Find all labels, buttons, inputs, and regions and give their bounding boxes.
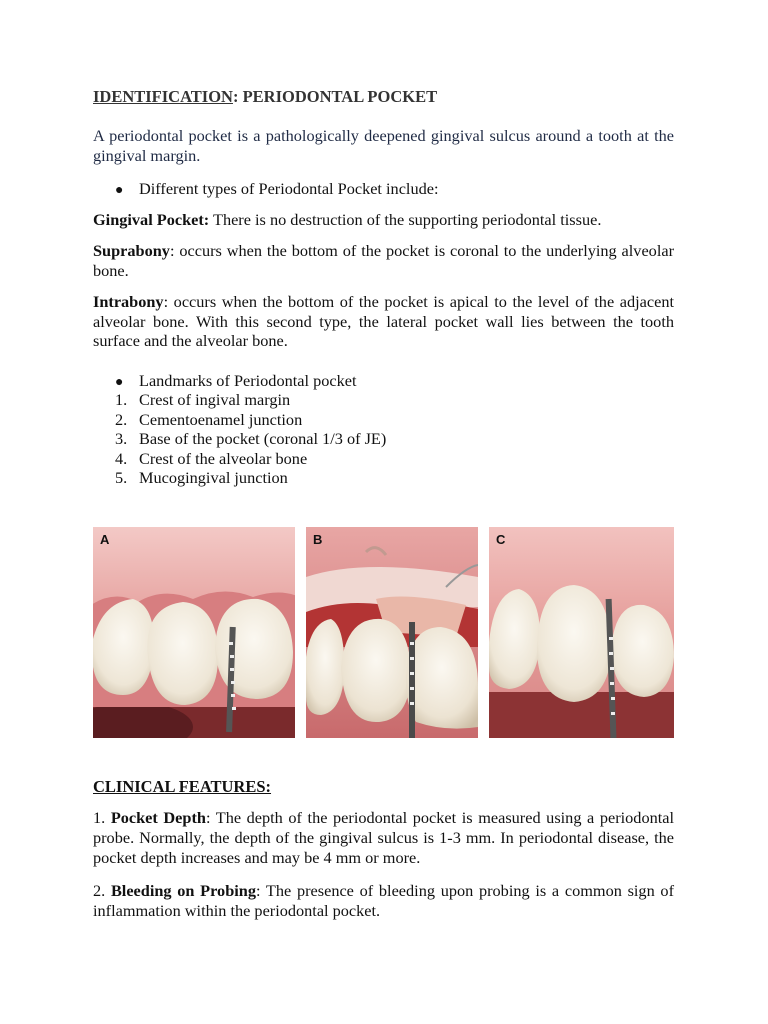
clinical-item-bleeding	[93, 881, 674, 921]
item-term: Bleeding on Probing	[110, 881, 256, 900]
intrabony-paragraph	[93, 292, 674, 351]
panel-label: A	[100, 532, 110, 547]
clinical-item-pocket-depth	[93, 808, 674, 868]
list-number: 5.	[115, 468, 128, 488]
item-text: : The presence of bleeding upon probing is a common sign of inflammation within the periodontal pocket.	[93, 881, 674, 920]
identification-label: IDENTIFICATION	[93, 87, 233, 106]
list-item	[115, 410, 386, 430]
list-text: Cementoenamel junction	[139, 409, 303, 429]
photo-c-image	[489, 527, 674, 738]
photo-panel-b	[306, 527, 478, 738]
suprabony-text: : occurs when the bottom of the pocket is coronal to the underlying alveolar bone.	[93, 241, 674, 280]
landmarks-list	[115, 390, 386, 488]
bullet-types-text: Different types of Periodontal Pocket include:	[139, 179, 439, 198]
clinical-figure	[93, 527, 674, 738]
identification-heading	[93, 87, 437, 107]
item-term: Pocket Depth	[110, 808, 206, 827]
panel-label: C	[496, 532, 506, 547]
gingival-term: Gingival Pocket:	[93, 210, 210, 229]
intrabony-term: Intrabony	[93, 292, 164, 311]
panel-label: B	[313, 532, 323, 547]
item-number: 2.	[93, 881, 111, 900]
intrabony-text: : occurs when the bottom of the pocket is apical to the level of the adjacent alveolar bone. With this second type, the lateral pocket wall lies between the tooth surface and the alveolar bone.	[93, 292, 674, 350]
gingival-pocket-paragraph	[93, 210, 674, 230]
gingival-text: There is no destruction of the supporting periodontal tissue.	[209, 210, 602, 229]
list-number: 4.	[115, 448, 128, 468]
item-text: : The depth of the periodontal pocket is measured using a periodontal probe. Normally, the depth of the gingival sulcus is 1-3 mm. In periodontal disease, the pocket depth increases and may be 4 mm or more.	[93, 808, 675, 867]
intro-paragraph: A periodontal pocket is a pathologically deepened gingival sulcus around a tooth at the gingival margin.	[93, 126, 674, 165]
bullet-types	[115, 179, 438, 201]
list-text: Mucogingival junction	[139, 468, 288, 488]
suprabony-paragraph	[93, 241, 674, 281]
list-item	[115, 449, 386, 469]
photo-a-image	[93, 527, 295, 738]
bullet-icon: ●	[115, 183, 124, 198]
photo-b-image	[306, 527, 478, 738]
list-item	[115, 390, 386, 410]
list-number: 1.	[115, 390, 128, 409]
list-text: Crest of ingival margin	[139, 390, 291, 409]
list-text: Base of the pocket (coronal 1/3 of JE)	[139, 429, 387, 449]
bullet-landmarks-text: Landmarks of Periodontal pocket	[139, 371, 357, 390]
list-item	[115, 429, 386, 449]
list-number: 3.	[115, 429, 128, 449]
bullet-icon: ●	[115, 375, 124, 390]
clinical-features-title: CLINICAL FEATURES:	[93, 777, 272, 796]
item-number: 1.	[93, 808, 111, 827]
list-text: Crest of the alveolar bone	[139, 448, 308, 468]
list-item	[115, 468, 386, 488]
photo-panel-a	[93, 527, 295, 738]
photo-panel-c	[489, 527, 674, 738]
suprabony-term: Suprabony	[93, 241, 170, 260]
list-number: 2.	[115, 409, 128, 429]
identification-rest: : PERIODONTAL POCKET	[232, 87, 438, 106]
